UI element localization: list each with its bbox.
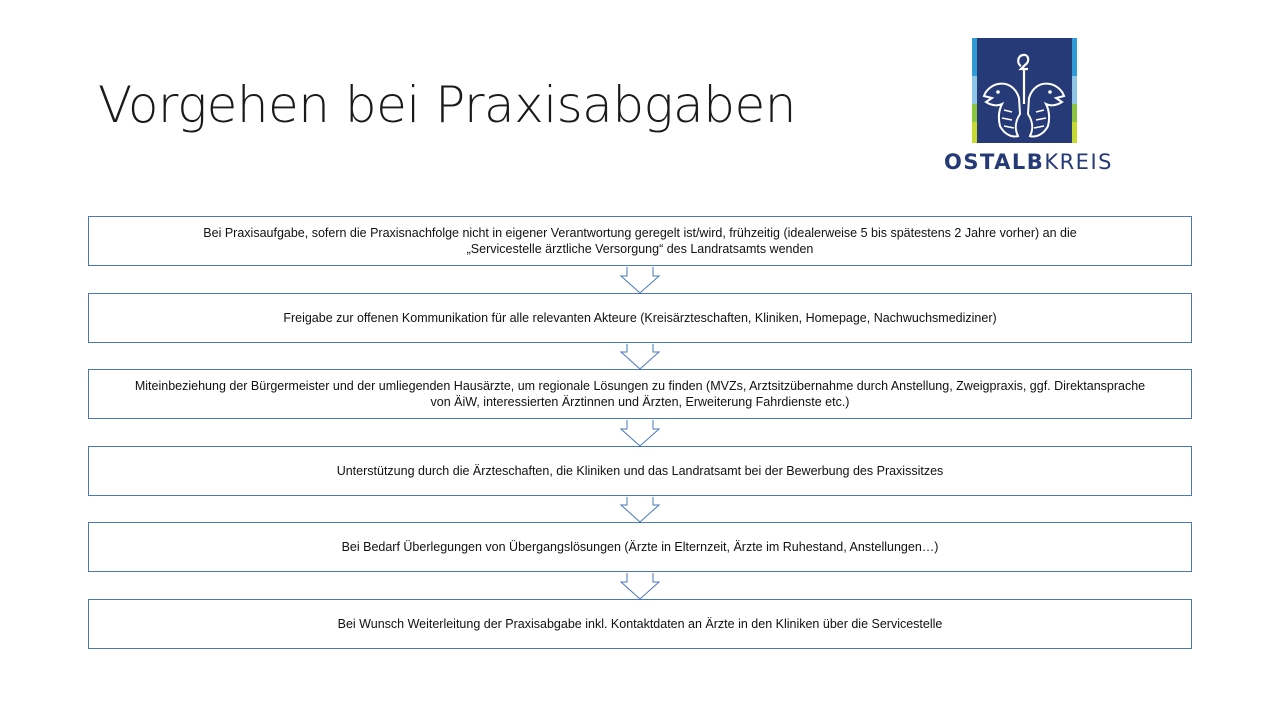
- process-step-5-text: [342, 539, 939, 555]
- process-step-3-line-2: von ÄiW, interessierten Ärztinnen und Ärzten, Erweiterung Fahrdienste etc.): [430, 395, 850, 409]
- process-step-4-line-1: Unterstützung durch die Ärzteschaften, die Kliniken und das Landratsamt bei der Bewerbung des Praxissitzes: [336, 464, 944, 478]
- flow-arrow-1: [621, 267, 659, 293]
- process-step-3-text: [135, 378, 1145, 410]
- flow-arrow-4: [621, 497, 659, 522]
- process-step-1-line-2: „Servicestelle ärztliche Versorgung“ des Landratsamts wenden: [466, 242, 814, 256]
- process-step-2: [88, 293, 1192, 343]
- process-step-6: [88, 599, 1192, 649]
- process-step-2-text: [283, 310, 996, 326]
- process-step-5: [88, 522, 1192, 572]
- slide-title: Vorgehen bei Praxisabgaben: [98, 76, 796, 134]
- flow-arrow-5: [621, 573, 659, 599]
- process-step-6-text: [338, 616, 943, 632]
- process-step-1-line-1: Bei Praxisaufgabe, sofern die Praxisnachfolge nicht in eigener Verantwortung geregelt ist/wird, frühzeitig (idealerweise 5 bis spätestens 2 Jahre vorher) an die: [203, 226, 1077, 240]
- logo-wordmark-light: KREIS: [1044, 150, 1113, 174]
- process-step-2-line-1: Freigabe zur offenen Kommunikation für alle relevanten Akteure (Kreisärzteschaften, Kliniken, Homepage, Nachwuchsmediziner): [283, 311, 997, 325]
- process-step-6-line-1: Bei Wunsch Weiterleitung der Praxisabgabe inkl. Kontaktdaten an Ärzte in den Kliniken über die Servicestelle: [337, 617, 943, 631]
- flow-arrow-2: [621, 344, 659, 369]
- process-step-3: [88, 369, 1192, 419]
- process-step-5-line-1: Bei Bedarf Überlegungen von Übergangslösungen (Ärzte in Elternzeit, Ärzte im Ruhestand, Anstellungen…): [341, 540, 939, 554]
- process-step-1: [88, 216, 1192, 266]
- process-step-4-text: [337, 463, 944, 479]
- process-step-3-line-1: Miteinbeziehung der Bürgermeister und der umliegenden Hausärzte, um regionale Lösungen zu finden (MVZs, Arztsitzübernahme durch Anstellung, Zweigpraxis, ggf. Direktansprache: [134, 379, 1146, 393]
- logo-wordmark-bold: OSTALB: [944, 150, 1045, 174]
- process-step-1-text: [203, 225, 1076, 257]
- process-step-4: [88, 446, 1192, 496]
- flow-arrow-3: [621, 420, 659, 446]
